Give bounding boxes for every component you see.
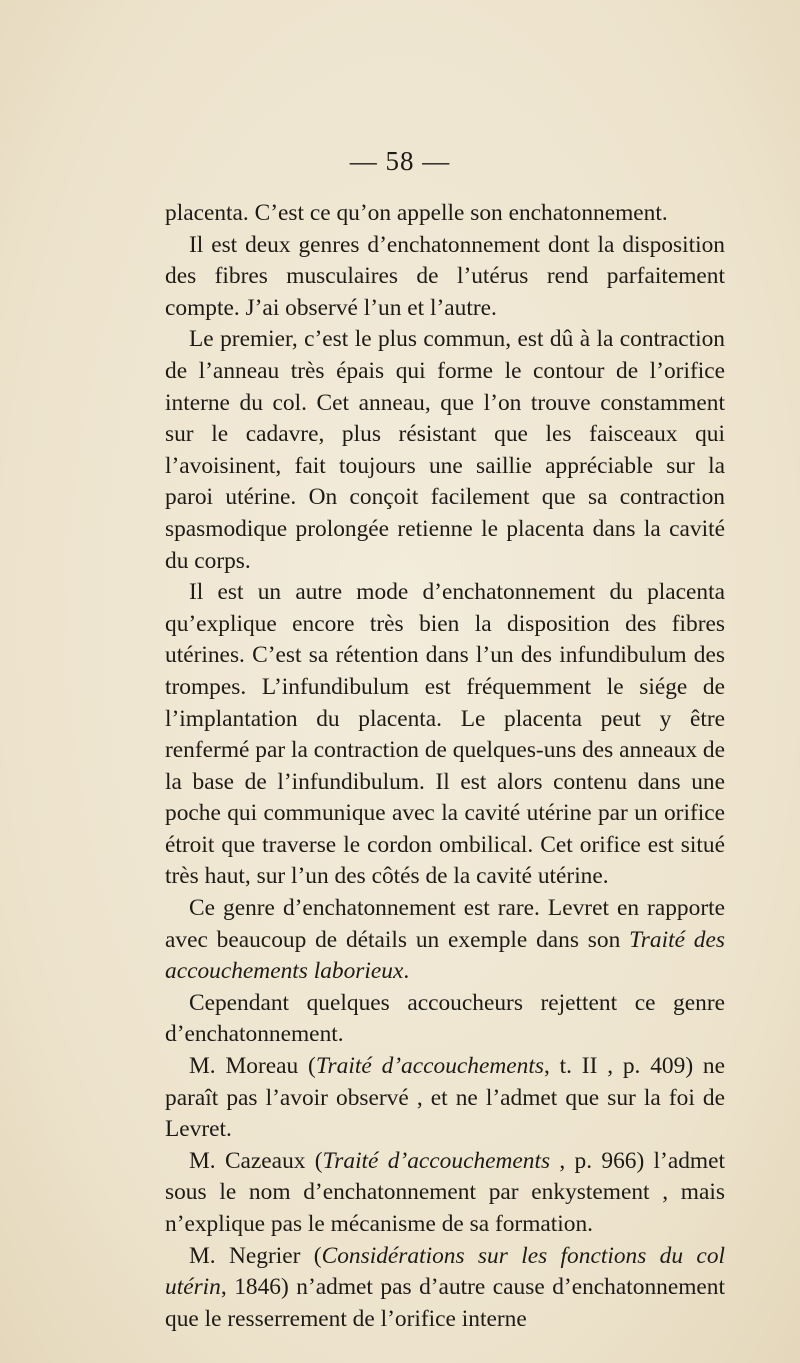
paragraph-4: Il est un autre mode d’enchatonnement du placenta qu’explique encore très bien la disposition des fibres utérines. C’est sa rétention dans l’un des infundibulum des trompes. L’infundibulum est fréquemment le siége de l’implantation du placenta. Le placenta peut y être renfermé par la contraction de quelques-uns des anneaux de la base de l’infundibulum. Il est alors contenu dans une poche qui communique avec la cavité utérine par un orifice étroit que traverse le cordon ombilical. Cet orifice est situé très haut, sur l’un des côtés de la cavité utérine. bbox=[165, 579, 725, 890]
paragraph-5-end: . bbox=[403, 958, 410, 985]
page-number: — 58 — bbox=[349, 146, 451, 176]
paragraph-5 bbox=[165, 893, 725, 988]
book-title-negrier: Considérations sur les fonctions du col utérin bbox=[165, 1242, 726, 1301]
paragraph-7-text: M. Moreau ( bbox=[189, 1053, 316, 1080]
paragraph-8-end: , p. 966) l’admet sous le nom d’enchatonnement par enkystement , mais n’explique pas le mécanisme de sa formation. bbox=[165, 1147, 725, 1237]
paragraph-7 bbox=[165, 1051, 725, 1146]
paragraph-1: placenta. C’est ce qu’on appelle son enchatonnement. bbox=[165, 200, 668, 226]
paragraph-3: Le premier, c’est le plus commun, est dû à la contraction de l’anneau très épais qui forme le contour de l’orifice interne du col. Cet anneau, que l’on trouve constamment sur le cadavre, plus résistant que les faisceaux qui l’avoisinent, fait toujours une saillie appréciable sur la paroi utérine. On conçoit facilement que sa contraction spasmodique prolongée retienne le placenta dans la cavité du corps. bbox=[165, 326, 725, 574]
book-title-levret: Traité des accouchements laborieux bbox=[165, 926, 725, 985]
book-title-cazeaux: Traité d’accouchements bbox=[322, 1147, 551, 1174]
body-text bbox=[165, 198, 725, 1335]
book-title-moreau: Traité d’accouchements bbox=[315, 1053, 544, 1080]
paragraph-9-end: , 1846) n’admet pas d’autre cause d’enchatonnement que le resserrement de l’orifice interne bbox=[165, 1274, 725, 1332]
paragraph-9-text: M. Negrier ( bbox=[189, 1242, 322, 1269]
paragraph-8-text: M. Cazeaux ( bbox=[189, 1147, 323, 1174]
paragraph-2: Il est deux genres d’enchatonnement dont la disposition des fibres musculaires de l’utérus rend parfaitement compte. J’ai observé l’un et l’autre. bbox=[165, 231, 725, 321]
paragraph-5-text: Ce genre d’enchatonnement est rare. Levret en rapporte avec beaucoup de détails un exemple dans son bbox=[165, 895, 725, 953]
paragraph-7-end: , t. II , p. 409) ne paraît pas l’avoir observé , et ne l’admet que sur la foi de Levret. bbox=[165, 1053, 726, 1143]
paragraph-9 bbox=[165, 1241, 725, 1336]
paragraph-6: Cependant quelques accoucheurs rejettent ce genre d’enchatonnement. bbox=[165, 989, 725, 1048]
paragraph-8 bbox=[165, 1146, 725, 1241]
